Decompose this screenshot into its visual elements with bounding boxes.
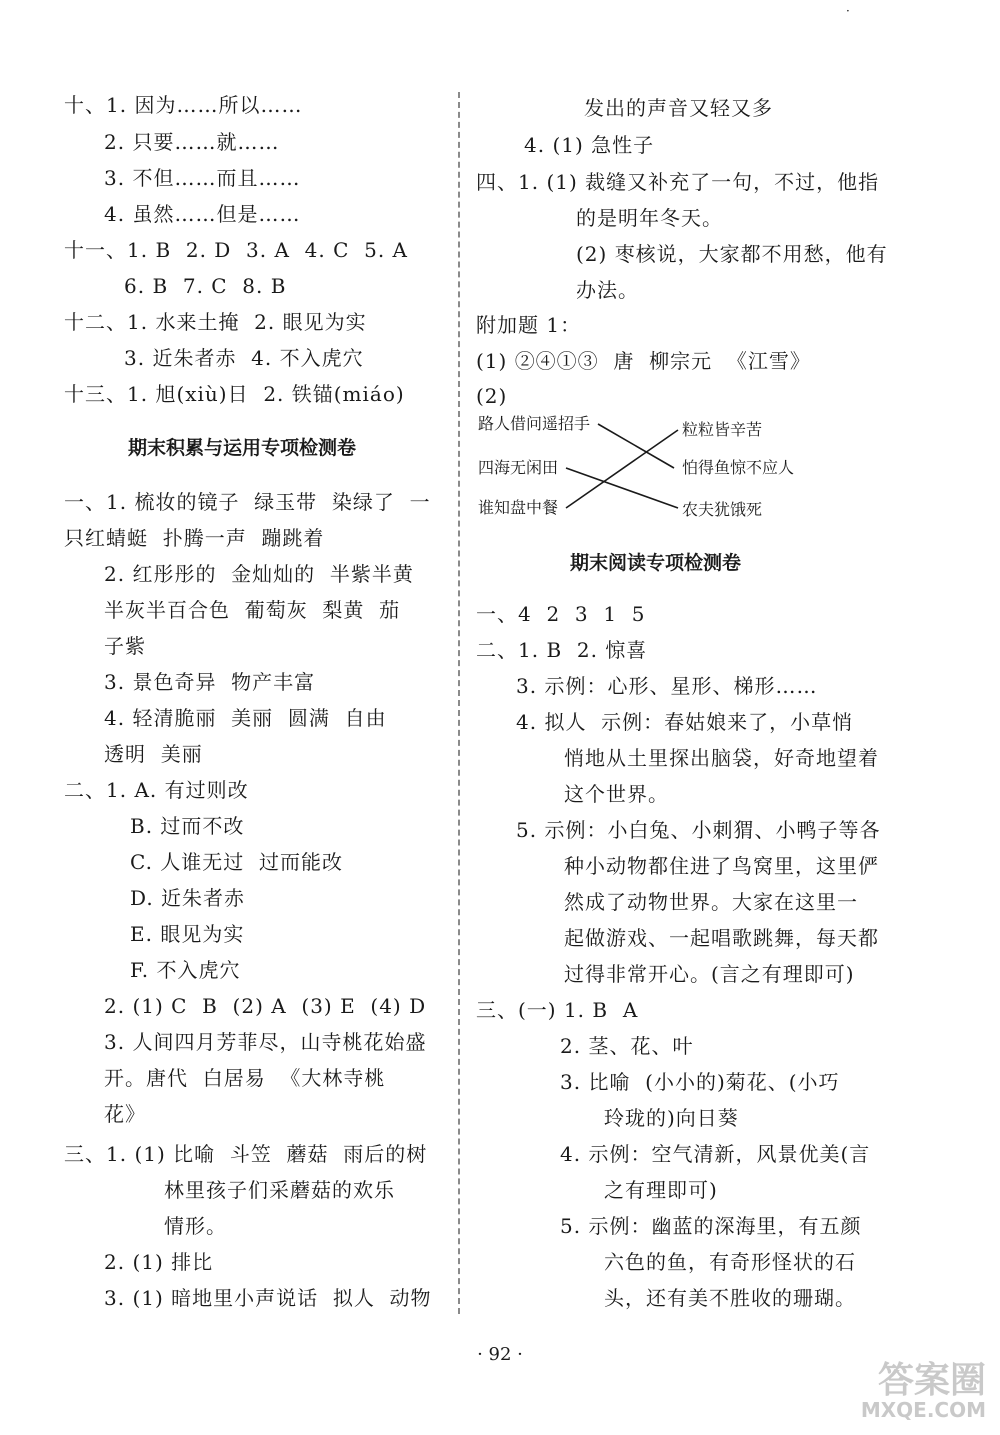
- right-line: 5. 示例：小白兔、小刺猬、小鸭子等各: [516, 818, 881, 842]
- right-line: 3. 示例：心形、星形、梯形……: [516, 674, 818, 698]
- right-line: 之有理即可): [604, 1178, 718, 1202]
- right-line: (2) 枣核说，大家都不用愁，他有: [576, 242, 888, 266]
- left-line: 十、1. 因为……所以……: [64, 93, 303, 117]
- left-line: 3. (1) 暗地里小声说话 拟人 动物: [104, 1286, 432, 1310]
- left-line: 三、1. (1) 比喻 斗笠 蘑菇 雨后的树: [64, 1142, 428, 1166]
- left-line: 2. 只要……就……: [104, 130, 280, 154]
- match-line: [566, 468, 678, 508]
- left-line: 情形。: [164, 1214, 227, 1238]
- matching-diagram: [474, 408, 834, 528]
- left-line: 3. 不但……而且……: [104, 166, 301, 190]
- right-line: 4. (1) 急性子: [524, 133, 655, 157]
- right-line: 二、1. B 2. 惊喜: [476, 638, 648, 662]
- left-line: 开。唐代 白居易 《大林寺桃: [104, 1066, 386, 1090]
- right-line: 发出的声音又轻又多: [584, 96, 773, 120]
- left-line: C. 人谁无过 过而能改: [130, 850, 344, 874]
- left-line: 4. 轻清脆丽 美丽 圆满 自由: [104, 706, 387, 730]
- left-line: 二、1. A. 有过则改: [64, 778, 249, 802]
- left-line: B. 过而不改: [130, 814, 245, 838]
- left-line: 3. 景色奇异 物产丰富: [104, 670, 316, 694]
- right-line: 起做游戏、一起唱歌跳舞，每天都: [564, 926, 879, 950]
- right-line: 4. 示例：空气清新，风景优美(言: [560, 1142, 871, 1166]
- match-right-item: 怕得鱼惊不应人: [682, 458, 795, 477]
- right-line: 四、1. (1) 裁缝又补充了一句，不过，他指: [476, 170, 880, 194]
- page-number: · 92 ·: [477, 1344, 523, 1365]
- left-line: 6. B 7. C 8. B: [124, 274, 287, 298]
- right-line: 种小动物都住进了鸟窝里，这里俨: [564, 854, 879, 878]
- right-line: 玲珑的)向日葵: [604, 1106, 739, 1130]
- match-line: [598, 424, 674, 468]
- left-line: 花》: [104, 1102, 146, 1126]
- right-line: 办法。: [576, 278, 639, 302]
- right-line: 的是明年冬天。: [576, 206, 723, 230]
- right-line: 附加题 1：: [476, 313, 582, 337]
- right-line: 3. 比喻 (小小的)菊花、(小巧: [560, 1070, 840, 1094]
- right-line: 然成了动物世界。大家在这里一: [564, 890, 858, 914]
- watermark-logo: 答案圈: [877, 1360, 986, 1401]
- left-line: 2. (1) 排比: [104, 1250, 214, 1274]
- left-line: D. 近朱者赤: [130, 886, 246, 910]
- left-line: 十二、1. 水来土掩 2. 眼见为实: [64, 310, 367, 334]
- left-line: 2. (1) C B (2) A (3) E (4) D: [104, 994, 427, 1018]
- right-line: 三、(一) 1. B A: [476, 998, 639, 1022]
- right-line: (2): [476, 384, 508, 408]
- left-line: F. 不入虎穴: [130, 958, 241, 982]
- left-line: 只红蜻蜓 扑腾一声 蹦跳着: [64, 526, 325, 550]
- match-left-item: 路人借问遥招手: [478, 414, 591, 433]
- left-section-title: 期末积累与运用专项检测卷: [128, 437, 357, 459]
- right-line: 5. 示例：幽蓝的深海里，有五颜: [560, 1214, 862, 1238]
- watermark-url: MXQE.COM: [860, 1398, 986, 1422]
- left-line: 子紫: [104, 634, 146, 658]
- right-line: 六色的鱼，有奇形怪状的石: [604, 1250, 856, 1274]
- left-line: 十三、1. 旭(xiù)日 2. 铁锚(miáo): [64, 382, 405, 406]
- left-line: 透明 美丽: [104, 742, 203, 766]
- right-line: 一、4 2 3 1 5: [476, 602, 646, 626]
- right-line: 这个世界。: [564, 782, 669, 806]
- right-line: 头，还有美不胜收的珊瑚。: [604, 1286, 856, 1310]
- right-line: 2. 茎、花、叶: [560, 1034, 694, 1058]
- right-line: (1) ②④①③ 唐 柳宗元 《江雪》: [476, 349, 811, 373]
- watermark: [850, 1352, 990, 1428]
- left-line: 3. 近朱者赤 4. 不入虎穴: [124, 346, 364, 370]
- right-line: 悄地从土里探出脑袋，好奇地望着: [564, 746, 879, 770]
- left-line: 半灰半百合色 葡萄灰 梨黄 茄: [104, 598, 401, 622]
- match-left-item: 四海无闲田: [478, 458, 559, 477]
- right-line: 过得非常开心。(言之有理即可): [564, 962, 855, 986]
- right-section-title: 期末阅读专项检测卷: [570, 552, 742, 574]
- left-line: 十一、1. B 2. D 3. A 4. C 5. A: [64, 238, 408, 262]
- left-line: 4. 虽然……但是……: [104, 202, 301, 226]
- top-mark: ·: [846, 4, 850, 18]
- column-divider: [458, 92, 460, 1314]
- right-line: 4. 拟人 示例：春姑娘来了，小草悄: [516, 710, 854, 734]
- left-line: E. 眼见为实: [130, 922, 245, 946]
- match-left-item: 谁知盘中餐: [478, 498, 559, 517]
- left-line: 林里孩子们采蘑菇的欢乐: [164, 1178, 395, 1202]
- left-line: 一、1. 梳妆的镜子 绿玉带 染绿了 一: [64, 490, 431, 514]
- left-line: 3. 人间四月芳菲尽，山寺桃花始盛: [104, 1030, 427, 1054]
- match-right-item: 粒粒皆辛苦: [682, 420, 763, 439]
- match-right-item: 农夫犹饿死: [682, 500, 763, 519]
- match-line: [566, 430, 678, 508]
- left-line: 2. 红彤彤的 金灿灿的 半紫半黄: [104, 562, 414, 586]
